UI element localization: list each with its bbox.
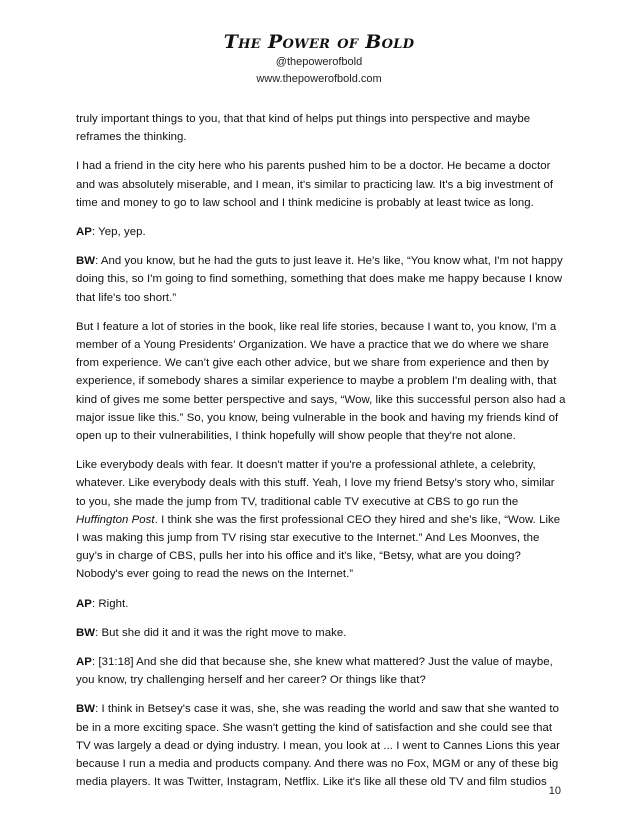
paragraph-text: : Yep, yep. xyxy=(91,226,146,239)
paragraph xyxy=(76,456,566,583)
paragraph xyxy=(76,700,566,791)
speaker-label: AP xyxy=(76,226,92,239)
paragraph xyxy=(76,252,566,307)
paragraph-text: truly important things to you, that that kind of helps put things into perspective and maybe reframes the thinking. xyxy=(76,113,531,144)
publication-name: Huffington Post xyxy=(76,513,155,526)
paragraph xyxy=(76,318,566,445)
page-number: 10 xyxy=(548,785,561,797)
social-handle: @thepowerofbold xyxy=(275,56,363,68)
speaker-label: BW xyxy=(76,626,96,639)
paragraph xyxy=(76,624,566,642)
speaker-label: BW xyxy=(76,255,96,268)
paragraph-text: : I think in Betsey's case it was, she, she was reading the world and saw that she wanted to be in a more exciting space. She wasn't getting the kind of satisfaction and she could see that TV was largely a dead or dying industry. I mean, you look at ... I went to Cannes Lions this year because I run a media and products company. And there was no Fox, MGM or any of these big media players. It was Twitter, Instagram, Netflix. Like it's like all these old TV and film studios xyxy=(76,703,560,789)
speaker-label: AP xyxy=(76,656,92,669)
speaker-label: BW xyxy=(76,703,96,716)
paragraph-text: : But she did it and it was the right move to make. xyxy=(95,626,347,639)
paragraph xyxy=(76,223,566,241)
paragraph-text: Like everybody deals with fear. It doesn't matter if you're a professional athlete, a celebrity, whatever. Like everybody deals with this stuff. Yeah, I love my friend Betsy’s story who, similar to you, she made the jump from TV, traditional cable TV executive at CBS to go run the xyxy=(76,459,555,508)
paragraph xyxy=(76,157,566,212)
transcript-body xyxy=(76,110,566,803)
paragraph-text: . I think she was the first professional CEO they hired and she's like, “Wow. Like I was making this jump from TV rising star executive to the Internet.” And Les Moonves, the guy’s in charge of CBS, pulls her into his office and it's like, “Betsy, what are you doing? Nobody's ever going to read the news on the Internet.” xyxy=(76,513,561,581)
paragraph-text: : And you know, but he had the guts to just leave it. He's like, “You know what, I'm not happy doing this, so I'm going to find something, something that does make me happy because I know that life's too short.” xyxy=(76,255,563,304)
paragraph-text: I had a friend in the city here who his parents pushed him to be a doctor. He became a doctor and was absolutely miserable, and I mean, it's similar to practicing law. It's a big investment of time and money to go to law school and I think medicine is probably at least twice as long. xyxy=(76,160,554,209)
paragraph-text: : Right. xyxy=(91,597,129,610)
website-url: www.thepowerofbold.com xyxy=(256,73,382,85)
paragraph xyxy=(76,595,566,613)
paragraph-text: But I feature a lot of stories in the book, like real life stories, because I want to, you know, I'm a member of a Young Presidents’ Organization. We have a practice that we do where we share from experience. We can’t give each other advice, but we share from experience and then by experience, if somebody shares a similar experience to maybe a problem I'm dealing with, that kind of gives me some better perspective and says, “Wow, like this successful person also had a major issue like this.” So, you know, being vulnerable in the book and having my friends kind of open up to their vulnerabilities, I think hopefully will show people that they're not alone. xyxy=(76,320,566,443)
paragraph xyxy=(76,110,566,146)
document-title: The Power of Bold xyxy=(223,31,415,53)
paragraph xyxy=(76,653,566,689)
speaker-label: AP xyxy=(76,597,92,610)
paragraph-text: : [31:18] And she did that because she, she knew what mattered? Just the value of maybe, you know, try challenging herself and her career? Or things like that? xyxy=(76,656,553,687)
page-header xyxy=(0,30,638,88)
